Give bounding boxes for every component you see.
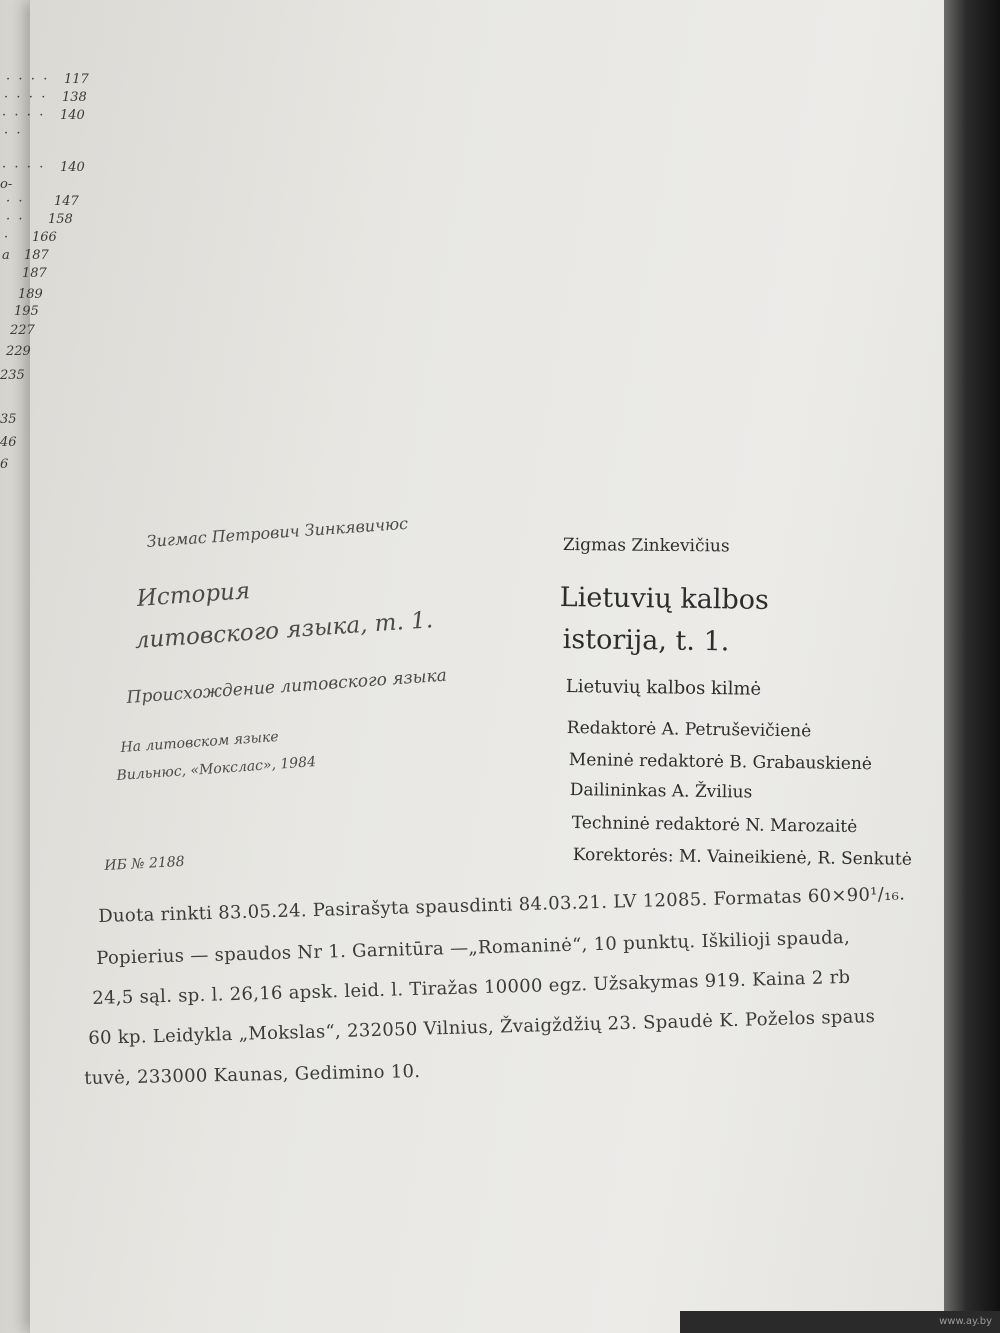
- imprint-line: 60 kp. Leidykla „Mokslas“, 232050 Vilnius, Žvaigždžių 23. Spaudė K. Poželos spaus: [88, 1006, 876, 1049]
- russian-language-note: На литовском языке: [120, 728, 280, 756]
- artist-credit: Dailininkas A. Žvilius: [569, 780, 753, 803]
- art-editor-credit: Meninė redaktorė B. Grabauskienė: [568, 750, 873, 775]
- russian-author: Зигмас Петрович Зинкявичюс: [146, 513, 409, 551]
- ib-number: ИБ № 2188: [104, 853, 186, 874]
- toc-page-number: 195: [14, 304, 39, 319]
- russian-title-line2: литовского языка, т. 1.: [134, 607, 434, 654]
- toc-page-number: 166: [32, 230, 57, 245]
- russian-subtitle: Происхождение литовского языка: [126, 665, 448, 708]
- toc-page-number: 227: [10, 323, 35, 338]
- imprint-line: Popierius — spaudos Nr 1. Garnitūra —„Romaninė“, 10 punktų. Iškilioji spauda,: [96, 926, 851, 969]
- imprint-line: Duota rinkti 83.05.24. Pasirašyta spausdinti 84.03.21. LV 12085. Formatas 60×90¹/₁₆.: [98, 883, 906, 927]
- editor-credit: Redaktorė A. Petruševičienė: [566, 718, 812, 742]
- tech-editor-credit: Techninė redaktorė N. Marozaitė: [571, 813, 858, 837]
- toc-page-number: 140: [60, 160, 85, 175]
- toc-page-number: 138: [62, 90, 87, 105]
- toc-page-number: 229: [6, 344, 31, 359]
- background-edge: [944, 0, 1000, 1333]
- toc-page-number: 189: [18, 287, 43, 302]
- toc-page-number: 117: [64, 72, 89, 87]
- lithuanian-author: Zigmas Zinkevičius: [562, 535, 730, 557]
- toc-page-number: 140: [60, 108, 85, 123]
- imprint-line: tuvė, 233000 Kaunas, Gedimino 10.: [84, 1060, 421, 1089]
- toc-page-number: 35: [0, 412, 17, 427]
- toc-page-number: 158: [48, 212, 73, 227]
- lithuanian-title-line2: istorija, t. 1.: [562, 624, 730, 658]
- toc-page-number: 235: [0, 368, 25, 383]
- russian-title-line1: История: [136, 578, 251, 612]
- right-page: [30, 0, 990, 1333]
- imprint-line: 24,5 sąl. sp. l. 26,16 apsk. leid. l. Tiražas 10000 egz. Užsakymas 919. Kaina 2 rb: [92, 966, 851, 1009]
- toc-page-number: 46: [0, 435, 17, 450]
- lithuanian-title-line1: Lietuvių kalbos: [559, 582, 770, 616]
- toc-fragment-text: а: [2, 248, 10, 263]
- proofreaders-credit: Korektorės: M. Vaineikienė, R. Senkutė: [572, 845, 913, 870]
- lithuanian-subtitle: Lietuvių kalbos kilmė: [565, 676, 762, 700]
- watermark: www.ay.by: [939, 1316, 992, 1327]
- toc-fragment-text: о-: [0, 177, 13, 192]
- toc-page-number: 147: [54, 194, 79, 209]
- toc-page-number: 187: [24, 248, 49, 263]
- toc-page-number: 187: [22, 266, 47, 281]
- toc-page-number: 6: [0, 457, 9, 472]
- russian-publisher: Вильнюс, «Мокслас», 1984: [116, 754, 317, 784]
- book-photo: · · · · 117 · · · · 138 · · · · 140 · · · · · · 140 о- · · 147 · · 158 · 166 а 187 187 189 195 227 229 235 35 46 6 Зигмас Петрович Зинкявичюс История литовского языка, т. 1. Происхождение литовского языка На литовском языке Вильнюс, «Мокслас», 1984 ИБ № 2188 Zigmas Zinkevičius Lietuvių kalbos istorija, t. 1. Lietuvių kalbos kilmė Redaktorė A. Petruševičienė Meninė redaktorė B. Grabauskienė Dailininkas A. Žvilius Techninė redaktorė N. Marozaitė Korektorės: M. Vaineikienė, R. Senkutė Duota rinkti 83.05.24. Pasirašyta spausdinti 84.03.21. LV 12085. Formatas 60×90¹/₁₆. Popierius — spaudos Nr 1. Garnitūra —„Romaninė“, 10 punktų. Iškilioji spauda, 24,5 sąl. sp. l. 26,16 apsk. leid. l. Tiražas 10000 egz. Užsakymas 919. Kaina 2 rb 60 kp. Leidykla „Mokslas“, 232050 Vilnius, Žvaigždžių 23. Spaudė K. Poželos spaus tuvė, 233000 Kaunas, Gedimino 10. www.ay.by: [0, 0, 1000, 1333]
